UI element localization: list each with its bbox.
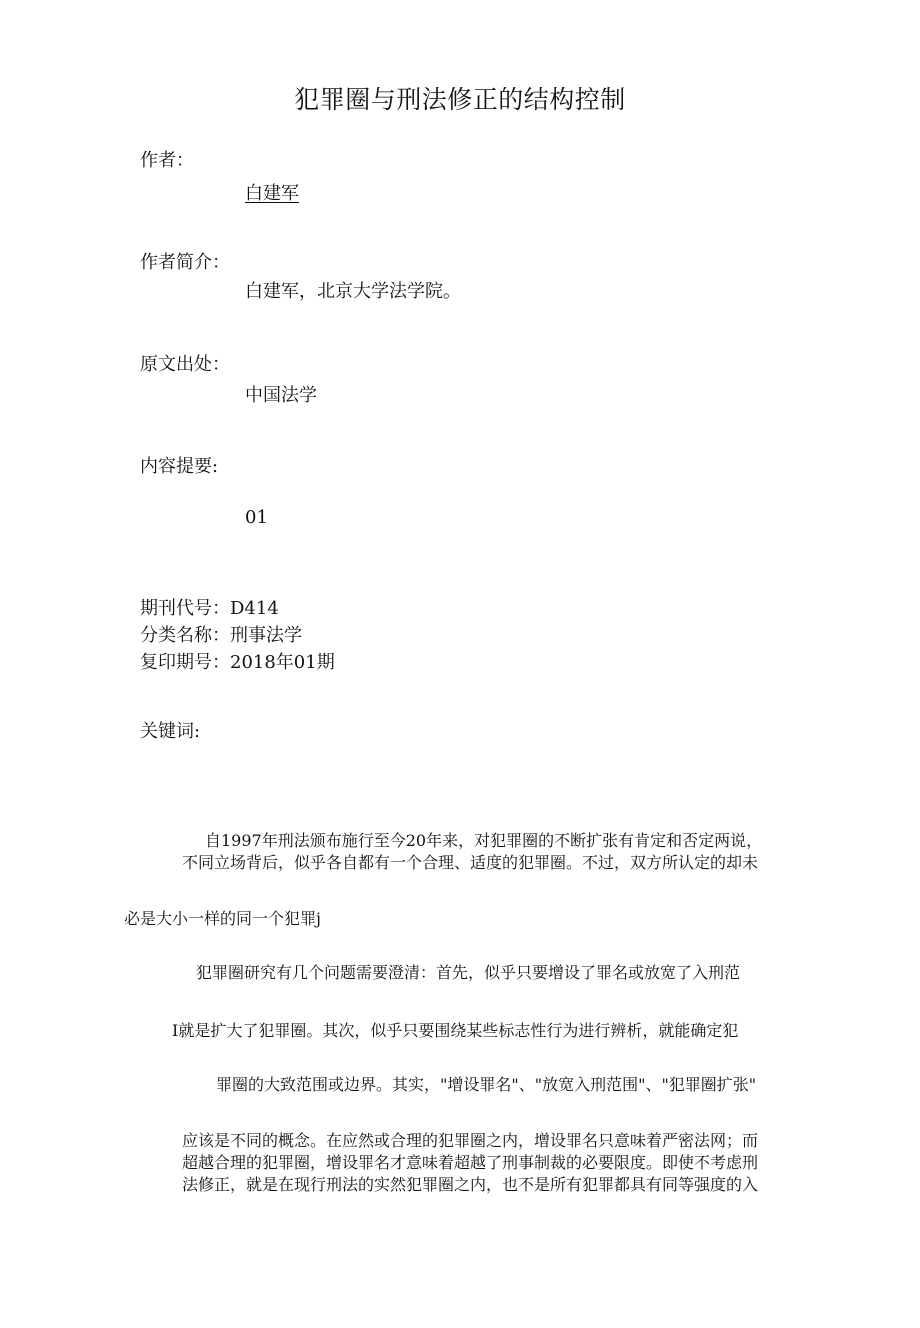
- body-line: 自1997年刑法颁布施行至今20年来，对犯罪圈的不断扩张有肯定和否定两说，: [205, 831, 763, 850]
- keywords-label: 关键词:: [140, 721, 201, 742]
- body-line: 罪圈的大致范围或边界。其实，"增设罪名"、"放宽入刑范围"、"犯罪圈扩张": [216, 1075, 757, 1094]
- author-bio-label: 作者简介：: [140, 252, 230, 273]
- body-line: I就是扩大了犯罪圈。其次，似乎只要围绕某些标志性行为进行辨析，就能确定犯: [172, 1021, 739, 1040]
- body-line: 必是大小一样的同一个犯罪j: [124, 909, 321, 928]
- category-name: 分类名称：刑事法学: [140, 625, 302, 646]
- author-name-link[interactable]: 白建军: [245, 183, 299, 204]
- body-line: 超越合理的犯罪圈，增设罪名才意味着超越了刑事制裁的必要限度。即使不考虑刑: [182, 1153, 759, 1172]
- body-line: 法修正，就是在现行刑法的实然犯罪圈之内，也不是所有犯罪都具有同等强度的入: [182, 1175, 759, 1194]
- body-line: 犯罪圈研究有几个问题需要澄清：首先，似乎只要增设了罪名或放宽了入刑范: [196, 963, 741, 982]
- journal-code: 期刊代号：D414: [140, 598, 279, 619]
- abstract-label: 内容提要:: [140, 456, 219, 477]
- body-line: 不同立场背后，似乎各自都有一个合理、适度的犯罪圈。不过，双方所认定的却未: [182, 853, 759, 872]
- body-line: 应该是不同的概念。在应然或合理的犯罪圈之内，增设罪名只意味着严密法网；而: [182, 1131, 759, 1150]
- source-label: 原文出处：: [140, 354, 230, 375]
- document-title: 犯罪圈与刑法修正的结构控制: [294, 85, 626, 114]
- reprint-issue: 复印期号：2018年01期: [140, 652, 335, 673]
- author-label: 作者：: [140, 150, 194, 171]
- author-bio-text: 白建军，北京大学法学院。: [245, 281, 461, 302]
- source-text: 中国法学: [245, 385, 317, 406]
- abstract-text: 01: [245, 507, 268, 528]
